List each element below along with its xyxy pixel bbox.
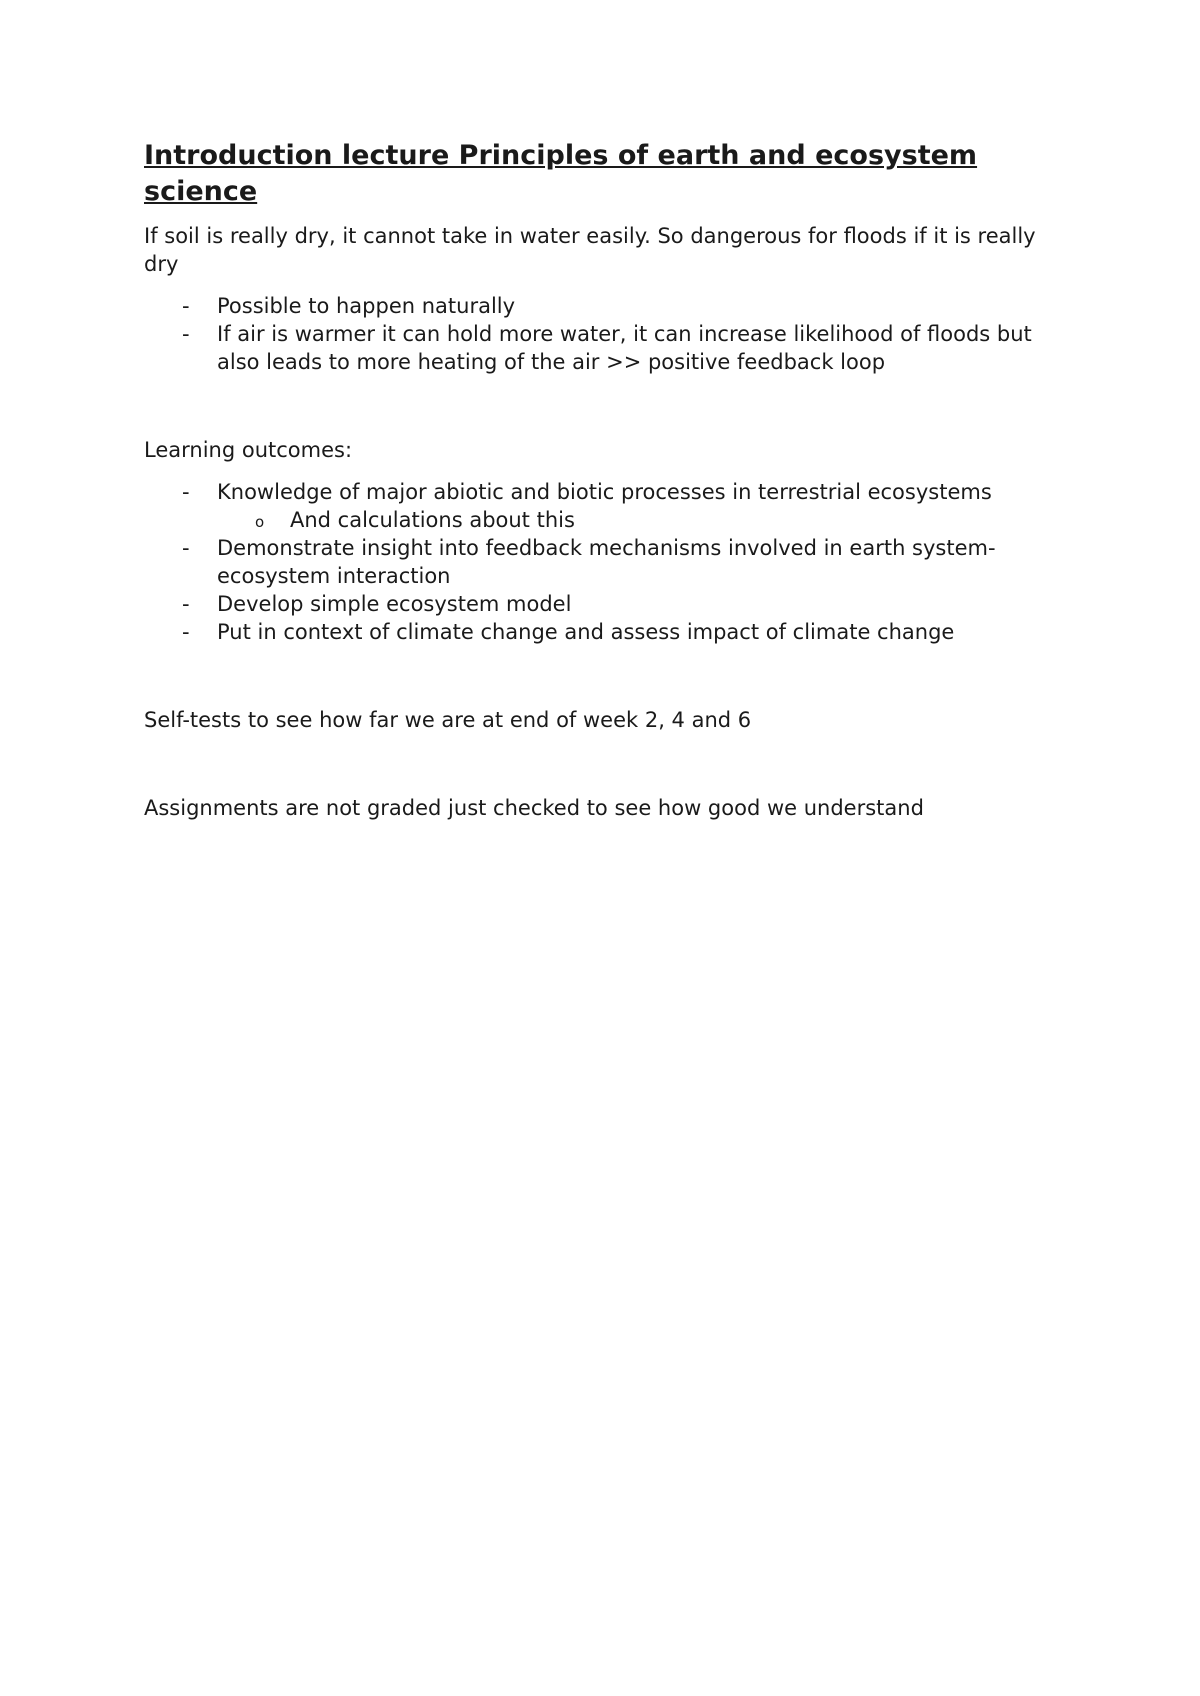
list-item <box>144 618 1064 646</box>
list-item-text: Put in context of climate change and assess impact of climate change <box>217 620 955 644</box>
list-item-text: And calculations about this <box>290 508 575 532</box>
dash-bullet: - <box>182 536 190 560</box>
learning-outcomes-sublist <box>144 506 1064 534</box>
spacer <box>144 734 1064 794</box>
learning-outcomes-heading: Learning outcomes: <box>144 438 353 462</box>
learning-outcomes-list <box>144 478 1064 506</box>
list-item-text: Demonstrate insight into feedback mechanisms involved in earth system-ecosystem interaction <box>217 536 996 588</box>
list-item-text: Knowledge of major abiotic and biotic processes in terrestrial ecosystems <box>217 480 992 504</box>
list-item <box>217 506 1064 534</box>
assignments-paragraph: Assignments are not graded just checked to see how good we understand <box>144 796 924 820</box>
list-item <box>144 478 1064 506</box>
list-item-text: Possible to happen naturally <box>217 294 516 318</box>
spacer <box>144 376 1064 436</box>
dash-bullet: - <box>182 322 190 346</box>
list-item <box>144 590 1064 618</box>
dash-bullet: - <box>182 620 190 644</box>
intro-bullet-list <box>144 292 1064 376</box>
list-item-text: If air is warmer it can hold more water, it can increase likelihood of floods but also leads to more heating of the air >> positive feedback loop <box>217 322 1032 374</box>
list-item <box>144 534 1064 590</box>
dash-bullet: - <box>182 294 190 318</box>
list-item <box>144 320 1064 376</box>
intro-paragraph: If soil is really dry, it cannot take in water easily. So dangerous for floods if it is really dry <box>144 224 1036 276</box>
list-item <box>144 292 1064 320</box>
document-title: Introduction lecture Principles of earth and ecosystem science <box>144 140 978 207</box>
self-tests-paragraph: Self-tests to see how far we are at end of week 2, 4 and 6 <box>144 708 752 732</box>
document-body <box>144 138 1064 822</box>
dash-bullet: - <box>182 592 190 616</box>
circle-bullet: o <box>255 513 265 531</box>
spacer <box>144 646 1064 706</box>
list-item-text: Develop simple ecosystem model <box>217 592 572 616</box>
learning-outcomes-list-continued <box>144 534 1064 646</box>
dash-bullet: - <box>182 480 190 504</box>
